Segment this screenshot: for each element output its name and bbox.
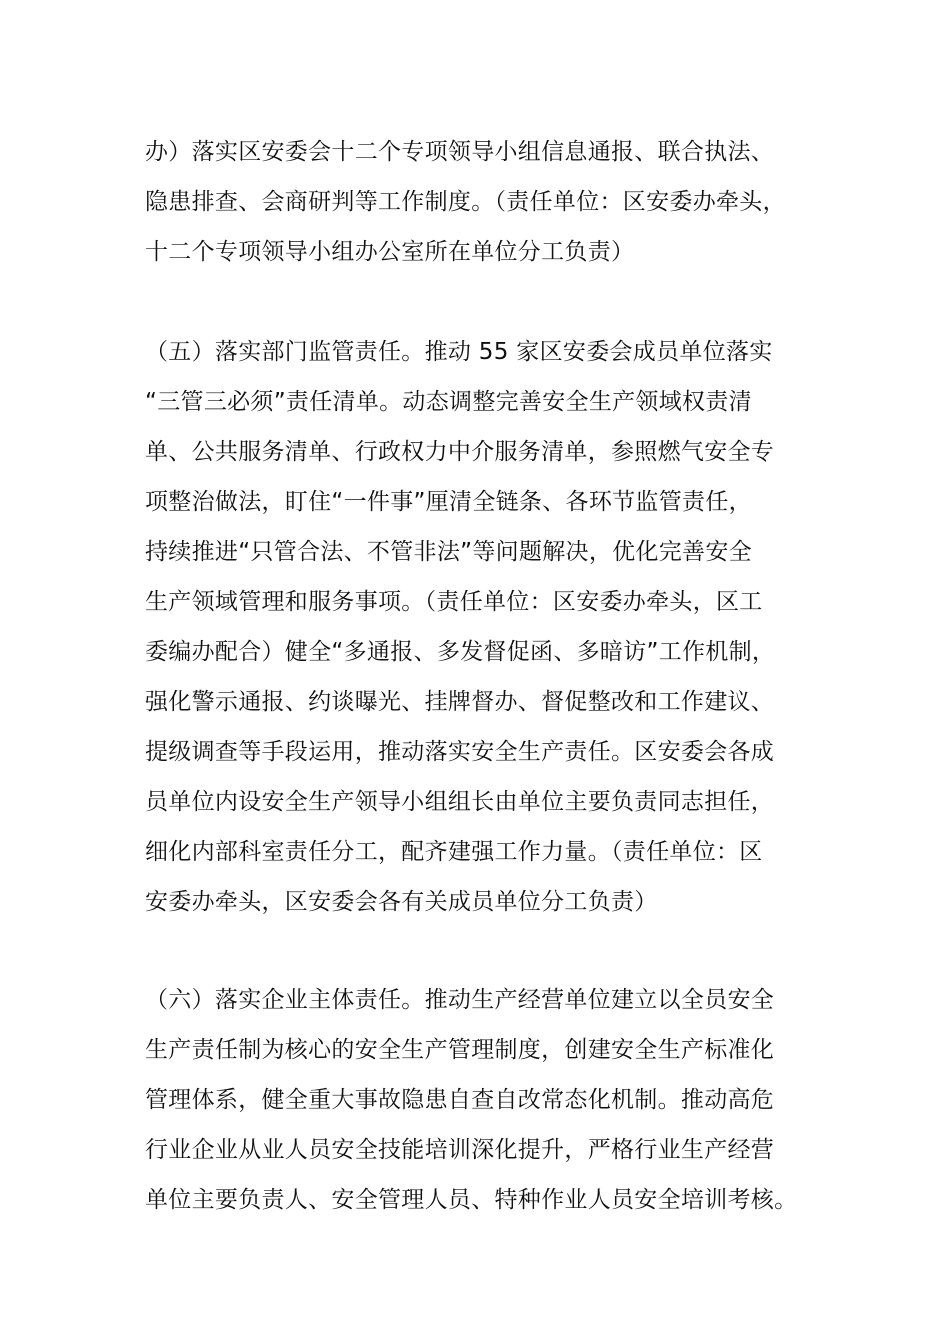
text-line: 持续推进“只管合法、不管非法”等问题解决，优化完善安全 xyxy=(145,539,752,565)
text-line: 强化警示通报、约谈曝光、挂牌督办、督促整改和工作建议、 xyxy=(145,689,775,715)
text-line: 委编办配合）健全“多通报、多发督促函、多暗访”工作机制， xyxy=(145,639,776,665)
text-line: 安委办牵头，区安委会各有关成员单位分工负责） xyxy=(145,889,658,915)
text-line: 单位主要负责人、安全管理人员、特种作业人员安全培训考核。 xyxy=(145,1187,798,1213)
text-line: 行业企业从业人员安全技能培训深化提升，严格行业生产经营 xyxy=(145,1137,775,1163)
text-line: 员单位内设安全生产领导小组组长由单位主要负责同志担任， xyxy=(145,789,775,815)
text-line: 十二个专项领导小组办公室所在单位分工负责） xyxy=(145,239,635,265)
text-line: （六）落实企业主体责任。推动生产经营单位建立以全员安全 xyxy=(145,987,775,1013)
paragraph-section-6 xyxy=(145,975,845,1225)
text-line: 项整治做法，盯住“一件事”厘清全链条、各环节监管责任， xyxy=(145,489,752,515)
paragraph-section-5 xyxy=(145,327,845,927)
text-line: 单、公共服务清单、行政权力中介服务清单，参照燃气安全专 xyxy=(145,439,775,465)
text-line: 隐患排查、会商研判等工作制度。（责任单位：区安委办牵头， xyxy=(145,189,786,215)
text-line: 生产领域管理和服务事项。（责任单位：区安委办牵头，区工 xyxy=(145,589,763,615)
text-line: 管理体系，健全重大事故隐患自查自改常态化机制。推动高危 xyxy=(145,1087,775,1113)
text-line: “三管三必须”责任清单。动态调整完善安全生产领域权责清 xyxy=(145,389,752,415)
text-line: 提级调查等手段运用，推动落实安全生产责任。区安委会各成 xyxy=(145,739,775,765)
text-line: 办）落实区安委会十二个专项领导小组信息通报、联合执法、 xyxy=(145,139,775,165)
text-line: （五）落实部门监管责任。推动 55 家区安委会成员单位落实 xyxy=(145,339,773,365)
text-line: 生产责任制为核心的安全生产管理制度，创建安全生产标准化 xyxy=(145,1037,775,1063)
text-line: 细化内部科室责任分工，配齐建强工作力量。（责任单位：区 xyxy=(145,839,763,865)
paragraph-continued xyxy=(145,127,845,277)
